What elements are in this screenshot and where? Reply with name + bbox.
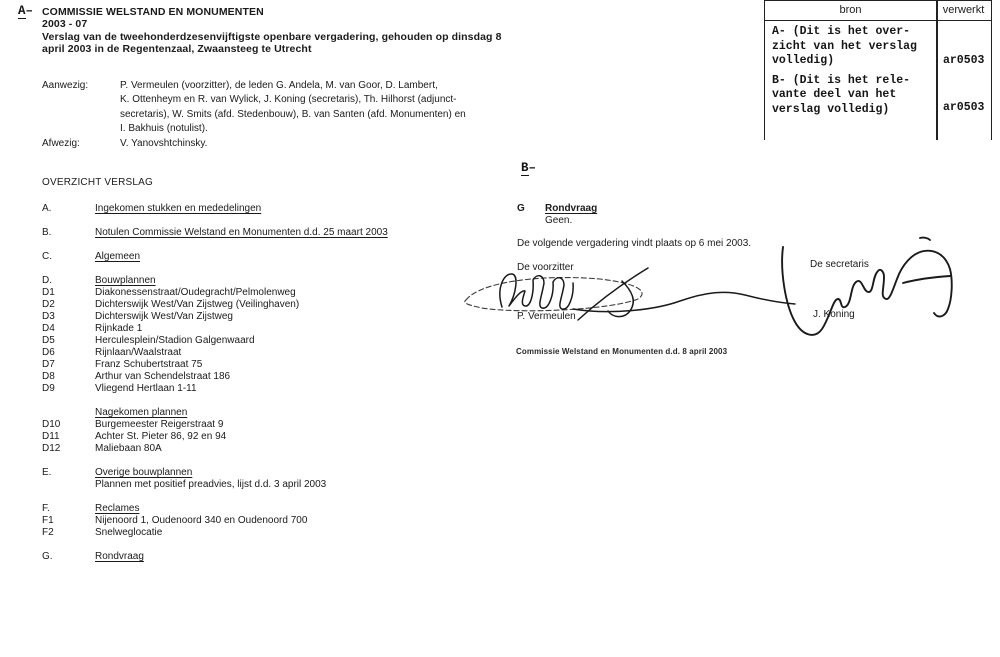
outline-row-id: C.	[42, 251, 52, 262]
outline-row	[42, 347, 472, 359]
table-row-b-verwerkt-value: ar0503	[943, 101, 985, 114]
title-block	[42, 6, 602, 56]
outline-row-id: D4	[42, 323, 55, 334]
table-row-a-line2: zicht van het verslag	[772, 39, 917, 53]
outline-row	[42, 383, 472, 395]
chairman-name: P. Vermeulen	[517, 311, 576, 322]
present-names	[120, 79, 466, 137]
rondvraag-content	[545, 203, 597, 227]
outline-row-id: A.	[42, 203, 52, 214]
outline-row-id	[42, 407, 95, 419]
outline-row	[42, 515, 472, 527]
outline-row	[42, 407, 472, 419]
outline-row-id	[42, 479, 95, 491]
outline-row-label: Notulen Commissie Welstand en Monumenten d.d. 25 maart 2003	[95, 227, 388, 238]
report-code: 2003 - 07	[42, 18, 88, 31]
outline-row-label: Achter St. Pieter 86, 92 en 94	[95, 431, 227, 442]
table-header-row	[765, 1, 991, 21]
outline-row-id: F2	[42, 527, 54, 538]
outline-row-id: D3	[42, 311, 55, 322]
outline-row-label: Rijnkade 1	[95, 323, 143, 334]
outline-row-label: Franz Schubertstraat 75	[95, 359, 203, 370]
table-row-a-verwerkt-value: ar0503	[943, 54, 985, 67]
outline-row-label: Overige bouwplannen	[95, 467, 193, 478]
outline-row	[42, 335, 472, 347]
secretary-signature	[782, 238, 952, 335]
outline-row	[42, 251, 472, 263]
outline-row	[42, 359, 472, 371]
outline-row	[42, 371, 472, 383]
outline-row-id: E.	[42, 467, 52, 478]
outline-row-label: Dichterswijk West/Van Zijstweg	[95, 311, 233, 322]
outline-row-id: D6	[42, 347, 55, 358]
outline-row	[42, 527, 472, 539]
outline-row-label: Arthur van Schendelstraat 186	[95, 371, 231, 382]
outline-row	[42, 275, 472, 287]
table-row-a-line1: A- (Dit is het over-	[772, 25, 911, 38]
table-header-verwerkt: verwerkt	[942, 4, 985, 16]
outline-row	[42, 227, 472, 239]
outline-row-id: F.	[42, 503, 50, 514]
outline-row-label: Algemeen	[95, 251, 141, 262]
outline-row-label: Plannen met positief preadvies, lijst d.d. 3 april 2003	[95, 479, 327, 490]
routing-mark-a-dash: –	[25, 4, 34, 18]
outline-row-label: Nijenoord 1, Oudenoord 340 en Oudenoord 700	[95, 515, 308, 526]
outline-row-label: Ingekomen stukken en mededelingen	[95, 203, 262, 214]
report-subject-line1: Verslag van de tweehonderdzesenvijftigste openbare vergadering, gehouden op dinsdag 8	[42, 30, 502, 43]
outline-row-label: Rijnlaan/Waalstraat	[95, 347, 182, 358]
outline-row-label: Diakonessenstraat/Oudegracht/Pelmolenweg	[95, 287, 296, 298]
outline-row	[42, 503, 472, 515]
routing-mark-b-letter: B	[521, 161, 529, 175]
outline-row	[42, 323, 472, 335]
outline-row-id: D8	[42, 371, 55, 382]
outline-row-label: Rondvraag	[95, 551, 144, 562]
present-line3: secretaris), W. Smits (afd. Stedenbouw), B. van Santen (afd. Monumenten) en	[120, 108, 466, 120]
outline-row-id: F1	[42, 515, 54, 526]
outline-row-id: D10	[42, 419, 61, 430]
outline-row	[42, 467, 472, 479]
table-row-b	[772, 74, 936, 118]
outline-row-id: D2	[42, 299, 55, 310]
next-meeting-note: De volgende vergadering vindt plaats op 6 mei 2003.	[517, 238, 752, 249]
outline-row-id: B.	[42, 227, 52, 238]
table-header-bron: bron	[839, 4, 862, 16]
secretary-name: J. Koning	[813, 309, 855, 320]
present-line1: P. Vermeulen (voorzitter), de leden G. Andela, M. van Goor, D. Lambert,	[120, 80, 438, 91]
table-column-divider	[936, 1, 938, 140]
routing-mark-a-letter: A	[18, 4, 26, 18]
outline-row	[42, 551, 472, 563]
present-row	[42, 79, 512, 137]
attendance-block	[42, 79, 512, 151]
absent-label: Afwezig:	[42, 137, 80, 149]
outline-row-label: Maliebaan 80A	[95, 443, 162, 454]
chairman-signature	[465, 268, 795, 320]
rondvraag-body: Geen.	[545, 215, 573, 226]
table-row-b-line2: vante deel van het	[772, 88, 897, 101]
outline-row	[42, 419, 472, 431]
routing-mark-b-dash: –	[528, 161, 537, 175]
table-row-a	[772, 25, 936, 69]
outline-row-id: D5	[42, 335, 55, 346]
present-line4: I. Bakhuis (notulist).	[120, 123, 208, 135]
document-footer: Commissie Welstand en Monumenten d.d. 8 april 2003	[516, 347, 728, 356]
outline-row	[42, 311, 472, 323]
outline-row-label: Snelweglocatie	[95, 527, 163, 538]
rondvraag-letter: G	[517, 203, 525, 214]
outline-row-label: Bouwplannen	[95, 275, 156, 286]
table-row-b-line1: B- (Dit is het rele-	[772, 73, 911, 87]
outline-row-label: Dichterswijk West/Van Zijstweg (Veilinghaven)	[95, 299, 300, 310]
present-line2: K. Ottenheym en R. van Wylick, J. Koning (secretaris), Th. Hilhorst (adjunct-	[120, 94, 457, 106]
report-subject-line2: april 2003 in de Regentenzaal, Zwaansteeg te Utrecht	[42, 43, 312, 56]
committee-name: COMMISSIE WELSTAND EN MONUMENTEN	[42, 6, 264, 18]
outline-row-id: D9	[42, 383, 55, 394]
rondvraag-title: Rondvraag	[545, 203, 598, 214]
outline-heading: OVERZICHT VERSLAG	[42, 177, 154, 188]
absent-row	[42, 137, 512, 151]
outline-row-id: D1	[42, 287, 55, 298]
table-bron-column	[765, 21, 936, 117]
outline-row-id: D7	[42, 359, 55, 370]
outline-row-id: D12	[42, 443, 61, 454]
outline-row-id: D11	[42, 431, 60, 442]
table-row-b-line3: verslag volledig)	[772, 102, 890, 116]
outline-row	[42, 287, 472, 299]
outline-row-label: Vliegend Hertlaan 1-11	[95, 383, 197, 394]
outline-row-label: Reclames	[95, 503, 140, 514]
registration-table	[764, 0, 992, 140]
routing-mark-a	[18, 4, 33, 18]
table-row-a-line3: volledig)	[772, 54, 835, 67]
rondvraag-item	[517, 203, 797, 227]
outline-row-id: G.	[42, 551, 53, 562]
present-label: Aanwezig:	[42, 80, 89, 91]
outline-row	[42, 443, 472, 455]
signatures-overlay	[455, 228, 975, 348]
outline-row-label: Burgemeester Reigerstraat 9	[95, 419, 224, 430]
absent-names: V. Yanovshtchinsky.	[120, 137, 208, 149]
outline-list	[42, 203, 472, 563]
outline-row-id: D.	[42, 275, 52, 286]
outline-row-label: Nagekomen plannen	[95, 407, 188, 418]
outline-row	[42, 203, 472, 215]
outline-row	[42, 431, 472, 443]
chairman-label: De voorzitter	[517, 262, 574, 273]
outline-row	[42, 299, 472, 311]
routing-mark-b	[521, 161, 536, 175]
outline-row-label: Herculesplein/Stadion Galgenwaard	[95, 335, 255, 346]
secretary-label: De secretaris	[810, 259, 869, 270]
outline-row	[42, 479, 472, 491]
